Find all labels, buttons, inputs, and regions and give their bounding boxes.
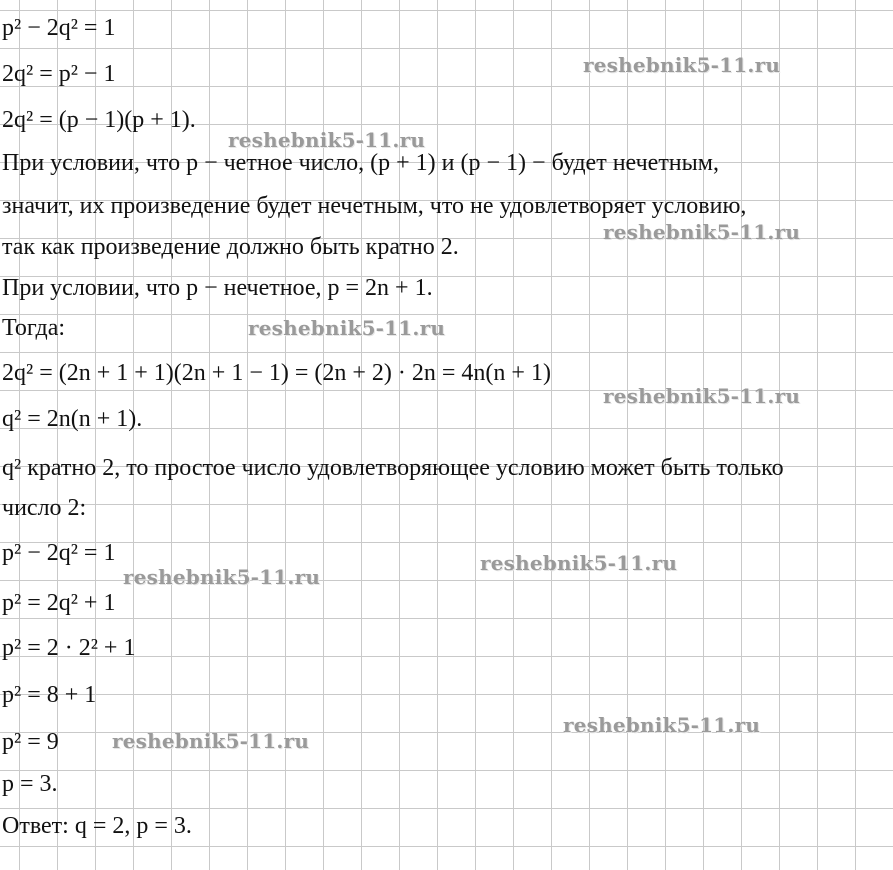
line-6: так как произведение должно быть кратно 2.	[2, 234, 459, 260]
watermark: reshebnik5-11.ru	[248, 316, 446, 340]
line-12: число 2:	[2, 495, 87, 521]
line-15: p² = 2 · 2² + 1	[2, 635, 136, 661]
line-14: p² = 2q² + 1	[2, 590, 116, 616]
line-17: p² = 9	[2, 729, 59, 755]
watermark: reshebnik5-11.ru	[583, 53, 781, 77]
watermark: reshebnik5-11.ru	[228, 128, 426, 152]
watermark: reshebnik5-11.ru	[603, 220, 801, 244]
line-5: значит, их произведение будет нечетным, что не удовлетворяет условию,	[2, 193, 747, 219]
line-8: Тогда:	[2, 315, 66, 341]
line-9: 2q² = (2n + 1 + 1)(2n + 1 − 1) = (2n + 2) · 2n = 4n(n + 1)	[2, 360, 551, 386]
line-10: q² = 2n(n + 1).	[2, 406, 143, 432]
line-16: p² = 8 + 1	[2, 682, 97, 708]
line-19: Ответ: q = 2, p = 3.	[2, 813, 192, 839]
line-7: При условии, что p − нечетное, p = 2n + 1.	[2, 275, 433, 301]
watermark: reshebnik5-11.ru	[563, 713, 761, 737]
line-11: q² кратно 2, то простое число удовлетворяющее условию может быть только	[2, 455, 784, 481]
watermark: reshebnik5-11.ru	[112, 729, 310, 753]
watermark: reshebnik5-11.ru	[480, 551, 678, 575]
line-1: p² − 2q² = 1	[2, 15, 116, 41]
line-3: 2q² = (p − 1)(p + 1).	[2, 107, 196, 133]
line-13: p² − 2q² = 1	[2, 540, 116, 566]
line-2: 2q² = p² − 1	[2, 61, 116, 87]
watermark: reshebnik5-11.ru	[123, 565, 321, 589]
line-4: При условии, что p − четное число, (p + 1) и (p − 1) − будет нечетным,	[2, 150, 719, 176]
watermark: reshebnik5-11.ru	[603, 384, 801, 408]
line-18: p = 3.	[2, 771, 58, 797]
